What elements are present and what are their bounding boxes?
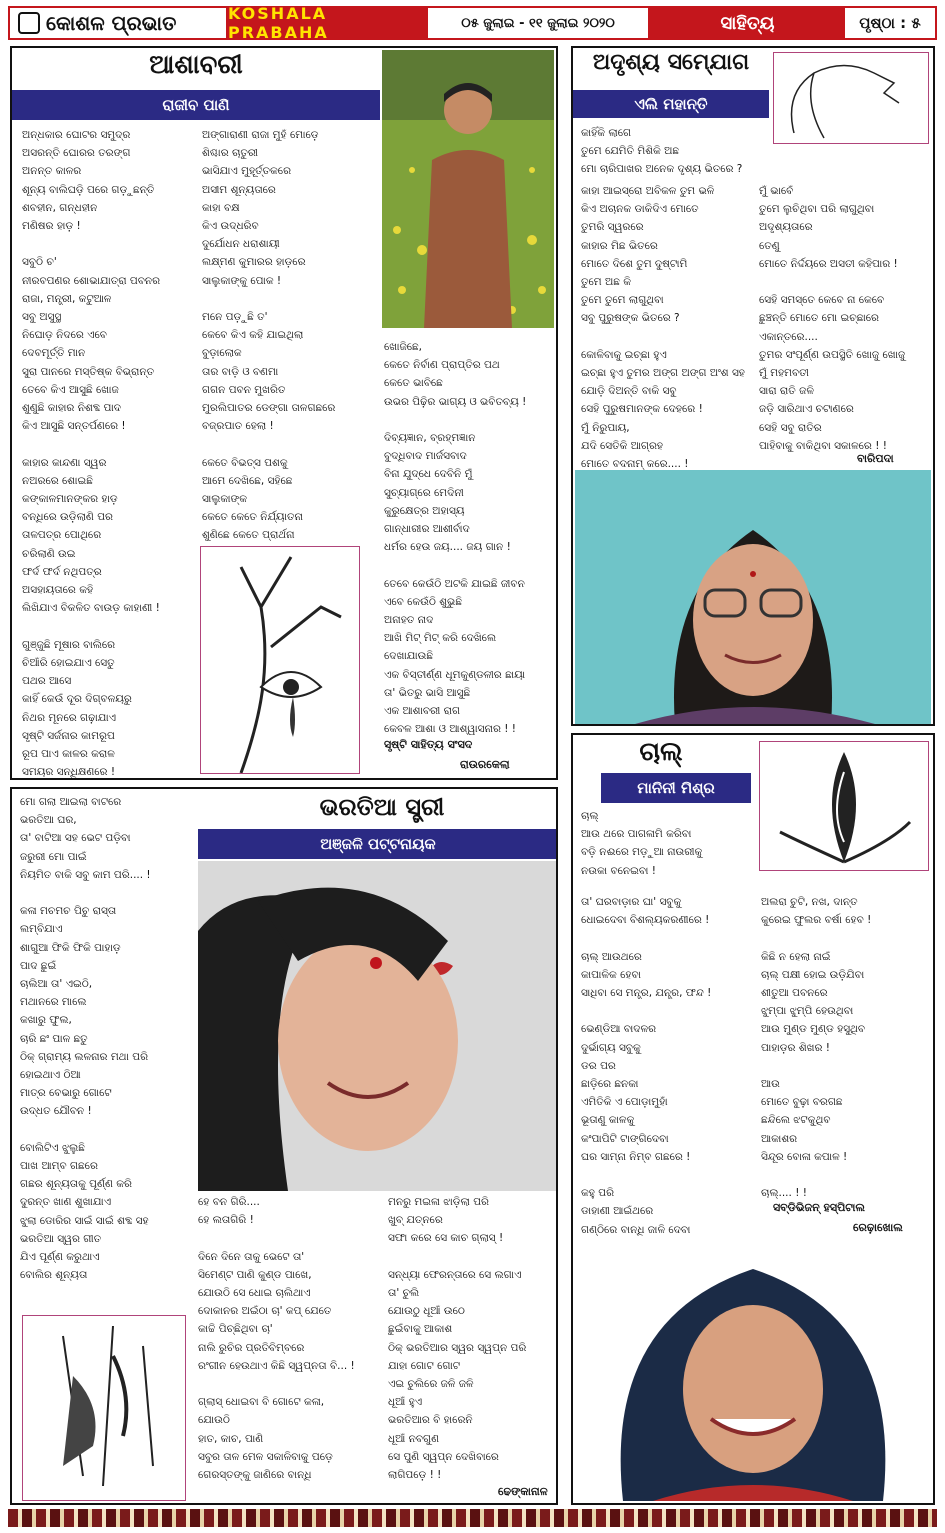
poem-author: ରାଜୀବ ପାଣି xyxy=(12,90,380,120)
flame-sketch-icon xyxy=(760,742,928,870)
poem-text-col1: କାହା ଆଇସ୍ରୋ ଅବିକଳ ତୁମ ଭଳି କିଏ ଅଚାନକ ଡାକିଦିଏ ମୋତେ ତୁମରି ସ୍ୱରରେ କାହାର ମିଛ ଭିତରେ ମୋତେ ଦିଶେ ତୁମ ଦୁଷ୍ଟାମି ତୁମେ ଅଛ କି ତୁମେ ତୁମେ ଲାଗୁଥିବା ସବୁ ପୁରୁଷଙ୍କ ଭିତରେ ? କୋଳିବାକୁ ଇଚ୍ଛା ହୁଏ ଇଚ୍ଛା ହୁଏ ତୁମର ଅଙ୍ଗ ଅଙ୍ଗ ଅଂଶ ସହ ଯୋଡ଼ି ଦିଅନ୍ତି ବାକି ସବୁ ସେହି ପୁରୁଷମାନଙ୍କ ଦେହରେ ! ମୁଁ ନିରୁପାୟ, ଯଦି ସେତିକି ଆଗ୍ରହ ମୋତେ ବଦନାମ୍ କରେ.... ! xyxy=(581,185,745,471)
logo xyxy=(10,8,228,38)
author-place-1: ସୃଷ୍ଟି ସାହିତ୍ୟ ସଂସଦ xyxy=(384,738,473,751)
author-photo xyxy=(382,50,554,328)
poem-text-col2: ହେ ବନ ଗିରି.... ହେ ଲତାଗିରି ! ଦିନେ ଦିନେ ତାକୁ ଭେଟେ ତା' ସିମେଣ୍ଟ ପାଣି କୁଣ୍ଡ ପାଖେ, ଯୋଉଠି ସେ ଧୋଇ ଚାଲିଥାଏ ଦୋକାନର ଅଇଁଠା ଚା' କପ୍ ଯେତେ କାଚ୍ଚି ପିଚ୍ଛିଥିବା ଚା' ନାଲି ରୁଚିର ପ୍ରତିବିମ୍ବରେ ରଂଗୀନ ହେଉଥାଏ କିଛି ସ୍ୱପ୍ନତା ବି... ! ଗ୍ଲାସ୍ ଧୋଇବା ବି ଗୋଟେ କଳା, ଯୋଉଠି ହାତ, କାଚ, ପାଣି ସବୁର ତାଳ ମେଳ ସକାଳିବାକୁ ପଡ଼େ ଗେରସ୍ତଙ୍କୁ ଜାଣିରେ ବାନ୍ଧି xyxy=(198,1196,355,1482)
poem-chal xyxy=(571,733,935,1505)
poem-intro: କାହିଁକି ଲାଗେ ତୁମେ ଯେମିତି ମିଶିକି ଅଛ ମୋ ଚାରିପାଖର ଅନେକ ଦୃଶ୍ୟ ଭିତରେ ? xyxy=(581,127,743,176)
author-photo-image xyxy=(198,861,558,1191)
author-photo xyxy=(593,1239,913,1501)
poem-title: ଚାଲ୍ xyxy=(639,737,683,767)
poem-title: ଭରତିଆ ସ୍ତ୍ରୀ xyxy=(319,793,445,821)
poem-text-col3: ମନରୁ ମଇଳା ଝାଡ଼ିଲା ପରି ଖୁବ୍ ଯତ୍ନରେ ସଫା କରେ ସେ କାଚ ଗ୍ଲାସ୍ ! ସନ୍ଧ୍ୟା ଫେରନ୍ତାରେ ସେ ଲଗାଏ ତା' ଚୁଲି ଯୋଉଠୁ ଧୂଆଁ ଉଠେ ଛୁଇଁବାକୁ ଆକାଶ ଠିକ୍ ଭରତିଆର ସ୍ୱର ସ୍ୱପ୍ନ ପରି ଯାହା ଗୋଟ ଗୋଟ ଏଇ ଚୁଲିରେ ଜଳି ଜଳି ଧୂଆଁ ହୁଏ ଭରତିଆର ବି ହାରେନି ଧୂଆଁ ନବଗୁଣ ସେ ପୁଣି ସ୍ୱପ୍ନ ଦେଖିବାରେ ଲାଗିପଡ଼େ ! ! xyxy=(388,1196,527,1482)
poem-intro: ଚାଲ୍ ଆଉ ଥରେ ପାଗଳାମି କରିବା ବଡ଼ି ନଈରେ ମଡ଼ୁଆ ନାଉରୀକୁ ନଉକା ବନେଇବା ! xyxy=(581,810,703,877)
author-photo-image xyxy=(382,50,554,328)
author-place-2: ରେଢ଼ାଖୋଲ xyxy=(853,1221,903,1234)
illustration-woman xyxy=(22,1315,186,1501)
poem-bharatia-stri xyxy=(10,787,558,1505)
author-place-2: ରାଉରକେଲା xyxy=(460,758,510,771)
footer-border xyxy=(8,1509,937,1527)
issue-date: ୦୫ ଜୁଲାଇ - ୧୧ ଜୁଲାଇ ୨୦୨୦ xyxy=(428,8,650,38)
poem-text-col2: ମୁଁ ଭାବେଁ ତୁମେ ଲୁଚିଥିବା ପରି ଲାଗୁଥିବା ଅଦୃଶ୍ୟତାରେ ତେଣୁ ମୋତେ ନିର୍ଦ୍ଦୟରେ ଅସତୀ କହିପାର ! ସେହି ସମସ୍ତେ କେବେ ନା କେବେ ଛୁଞ୍ଚନ୍ତି ମୋତେ ମୋ ଇଚ୍ଛାରେ ଏକାନ୍ତରେ.... ତୁମର ସଂପୂର୍ଣ୍ଣ ଉପସ୍ଥିତି ଖୋଜୁ ଖୋଜୁ ମୁଁ ମହମବତୀ ସାରା ରାତି ଜଳି ଜଡ଼ି ସାରିଥାଏ ଚଟାଣରେ ସେହି ସବୁ ରାତିର ପାହିବାକୁ ବାକିଥିବା ସକାଳରେ ! ! xyxy=(759,185,906,452)
author-photo-image xyxy=(575,470,931,724)
tree-eye-icon xyxy=(201,547,359,773)
brand-name: KOSHALA PRABAHA xyxy=(228,8,428,38)
author-place: ଢେଙ୍କାନାଳ xyxy=(498,1485,548,1498)
poem-title: ଆଶାବରୀ xyxy=(149,50,243,80)
face-sketch-icon xyxy=(774,53,928,143)
illustration-flame xyxy=(759,741,929,871)
poem-text-col1: ମୋ ଗଲା ଆଇଲା ବାଟରେ ଭରତିଆ ଘର, ତା' ବାଟିଆ ସହ ଭେଟ ପଡ଼ିବା ଜରୁରୀ ମୋ ପାଇଁ ନିୟମିତ ବାକି ସବୁ କାମ ପରି.... ! କଳା ମଚମଚ ପିଚୁ ରାସ୍ତା ଲମ୍ବିଯାଏ ଶାଗୁଆ ଫିକି ଫିକି ପାହାଡ଼ ପାଦ ଛୁଇଁ ଚାଲିଆ ତା' ଏଇଠି, ମଥାନରେ ମାଲେ କଖାରୁ ଫୁଲ, ଚାରି ଛଂ ପାଳ ଛତୁ ଠିକ୍ ଗ୍ରାମ୍ୟ ଲଳନାର ମଥା ପରି ହୋଇଥାଏ ଠିଆ ମାତ୍ର ବେଭାରୁ ଗୋଟେ ଉଦ୍ଧତ ଯୌବନ ! ବୋଲିଟିଏ ଝୁଲୁଛି ପାଖ ଆମ୍ବ ଗଛରେ ଗଛର ଶୂନ୍ୟତାକୁ ପୂର୍ଣ୍ଣ କରି ଦୁରନ୍ତ ଖାଣ ଶୁଖାଯାଏ ଝୁଲା ଡୋରିର ସାଇଁ ସାଇଁ ଶବ୍ଦ ସହ ଭରତିଆ ସ୍ୱର ଗୀତ ଯିଏ ପୂର୍ଣ୍ଣ କରୁଥାଏ ବୋଲିର ଶୂନ୍ୟତା xyxy=(20,796,151,1282)
poem-adrushya-samyoga xyxy=(571,46,935,726)
poem-author: ଅଞ୍ଜଳି ପଟ୍ଟନାୟକ xyxy=(198,829,558,859)
woman-sketch-icon xyxy=(23,1316,185,1500)
poem-ashabari xyxy=(10,46,558,780)
poem-title: ଅଦୃଶ୍ୟ ସମ୍ଯୋଗ xyxy=(592,50,750,75)
author-place: ବାରିପଦା xyxy=(857,452,894,465)
logo-text: କୋଶଳ ପ୍ରଭାତ xyxy=(46,11,177,35)
logo-icon xyxy=(18,12,40,34)
illustration-face xyxy=(773,52,929,144)
poem-text-col2: ଅଲରା ଚୁଟି, ନଖ, ଦାନ୍ତ କୁରେଇ ଫୁଲର ବର୍ଷା ହେବ ! କିଛି ନ ହେଲା ନାଇଁ ଚାଲ୍ ପକ୍ଷୀ ହୋଇ ଉଡ଼ିଯିବା ଶୀତୁଆ ପବନରେ ଝୁମ୍ପା ଝୁମ୍ପି ହେଉଥିବା ଆଉ ମୁଣ୍ଡ ମୁଣ୍ଡ ହସୁଥିବ ପାହାଡ଼ର ଶିଖର ! ଆଉ ମୋତେ ବୁଢ଼ା ବରଗଛ ଛନ୍ଦିଲେ ଝଟକୁଥିବ ଆକାଶର ସିନ୍ଦୂର ବୋଳା କପାଳ ! ଚାଲ୍.... ! ! xyxy=(761,896,872,1200)
poem-author: ଏଲି ମହାନ୍ତି xyxy=(573,90,769,118)
illustration-tree-eye xyxy=(200,546,360,774)
poem-text-col1: ତା' ଘରବାଡ଼ାର ଘା' ସବୁକୁ ଧୋଇଦେବା ବିଶଲ୍ୟକରଣୀରେ ! ଚାଲ୍ ଆଉଥରେ କାପାଳିକ ହେବା ସାଧିବା ସେ ମନ୍ତ୍ର, ଯନ୍ତ୍ର, ଫନ୍ଦ ! ଭେଣ୍ଡିଆ ବାଦଳର ଦୁର୍ଭାଗ୍ୟ ସବୁକୁ ଡର ପର ଛାଡ଼ିରେ ଛନକା ଏମିତିକି ଏ ପୋଡ଼ାମୁହାଁ ଭୂତାଣୁ କାଳକୁ କଂପାପିଟି ଟାଙ୍ଗିଦେବା ଘର ସାମ୍ନା ନିମ୍ବ ଗଛରେ ! କହୁ ପରି ଡାହାଣୀ ଆଇଁଥରେ ଗଣ୍ଠିରେ ବାନ୍ଧି ଜାଳି ଦେବା xyxy=(581,896,712,1236)
section-name: ସାହିତ୍ୟ xyxy=(650,8,845,38)
masthead xyxy=(8,6,937,40)
poem-text-col3: ଖୋଜିଛେ, କେତେ ନିର୍ବାଣ ପ୍ରାପ୍ତିର ପଥ କେତେ ଭାବିଛେ ଉଭର ପିଢ଼ିର ଭାଗ୍ୟ ଓ ଭବିତବ୍ୟ ! ଦିବ୍ୟଜ୍ଞାନ, ବ୍ରହ୍ମଜ୍ଞାନ ବୁଦ୍ଧିବାଦ ମାର୍ଜସବାଦ ବିନା ଯୁଦ୍ଧେ ଦେବିନି ମୁଁ ସୁଚ୍ୟାଗ୍ରେ ମେଦିନୀ କୁରୁକ୍ଷେତ୍ର ଅହାସ୍ୟ ଗାନ୍ଧାରୀର ଆଶୀର୍ବାଦ ଧର୍ମର ହେଉ ଜୟ.... ଜୟ ଗାନ ! ତେବେ କେଉଁଠି ଅଟକି ଯାଇଛି ଜୀବନ ଏବେ କେଉଁଠି ଶୁଭୁଛି ଅନାହତ ନାଦ ଆଖି ମିଟ୍ ମିଟ୍ କରି ଦେଖିଲେ ଦେଖାଯାଉଛି ଏକ ବିସ୍ତୀର୍ଣ୍ଣ ଧୂମକୁଣ୍ଡଳୀର ଛାୟା ତା' ଭିତରୁ ଭାସି ଆସୁଛି ଏକ ଆଶାବରୀ ରାଗ କେବଳ ଆଶା ଓ ଆଶ୍ୱାସନାର ! ! xyxy=(384,341,527,736)
poem-text-col2: ଅଙ୍ଗାରାଣୀ ରାଜା ମୁହଁ ମୋଡ଼େ ଶିଶ୍ଚାର ଚାତୁରୀ ଭାସିଯାଏ ମୁହୂର୍ତ୍ତକରେ ଅସୀମ ଶୂନ୍ୟତାରେ କାହା ବକ୍ଷ କିଏ ଉଦ୍ଧରିବ ଦୁର୍ଯୋଧନ ଧରାଶାୟୀ ଲକ୍ଷ୍ମଣ କୁମାରର ହାଡ଼ରେ ସାଲୁକାଙ୍କୁ ପୋକ ! ମନେ ପଡ଼ୁଛି ତ' କେବେ କିଏ କହି ଯାଇଥିଲା ବୁଡ଼ାଲୋକ ତାର ବାଡ଼ି ଓ ବଣମା ଗଗନ ପବନ ମୁଖରିତ ମୁରଲିପାତର ଡେଙ୍ଗା ତାଳଗଛରେ ବଜ୍ରପାତ ହେଲା ! କେତେ ବିଭତ୍ସ ପଶକୁ ଆମେ ଦେଖିଛେ, ସହିଛେ ସାଲୁକାଙ୍କ କେତେ କେତେ ନିର୍ଯ୍ୟାତନା ଶୁଣିଛେ କେତେ ପ୍ରାର୍ଥନା xyxy=(202,129,336,542)
poem-author: ମାନିନୀ ମିଶ୍ର xyxy=(601,773,751,803)
author-photo xyxy=(198,861,558,1191)
author-photo xyxy=(575,470,931,724)
poem-text-col1: ଅନ୍ଧକାର ଘୋଟର ସମୁଦ୍ର ଅସରନ୍ତି ଘୋରର ତରଙ୍ଗ ଅନନ୍ତ କାଳର ଶୂନ୍ୟ ବାଲିଘଡ଼ି ପରେ ଗଡ଼ୁଛନ୍ତି ଶବହୀନ, ଗନ୍ଧହୀନ ମଣିଷର ହାଡ଼ ! ସବୁଠି ଚ' ନୀରବପଣର ଶୋଭାଯାତ୍ରା ପବନର ରାଜା, ମନ୍ତ୍ରୀ, କଟୁଆଳ ସବୁ ଅସୁସ୍ଥ ନିଘୋଡ଼ ନିଦରେ ଏବେ ଦେବମୂର୍ତ୍ତି ମାନ ସୁରା ପାନରେ ମସ୍ତିଷ୍କ ବିଭ୍ରାନ୍ତ ତେବେ କିଏ ଆସୁଛି ଖୋଜ ଶୁଣୁଛି କାହାର ନିଶବ୍ଦ ପାଦ କିଏ ଆସୁଛି ସନ୍ତର୍ପଣରେ ! କାହାର କାନ୍ଦଣା ସ୍ୱର ନଅରରେ ଶୋଇଛି କଙ୍କାଳମାନଙ୍କର ହାଡ଼ ବନ୍ଧିରେ ଉଡ଼ିଲାଣି ପର ତାଳପତ୍ର ପୋଥିରେ ଚରିଲାଣି ଉଇ ଫର୍ଦ ଫର୍ଦ ନଥିପତ୍ର ଅସହାୟତାରେ କହି ଲିଖିଯାଏ ବିକଳିତ ବାଉଡ଼ କାହାଣୀ ! ଗୁଞ୍ଜୁଛି ମୂଷାର ବାଲିରେ ଚିଆଁରି ହୋଇଯାଏ ସେତୁ ପଥର ଆସେ କାହିଁ କେଉଁ ଦୂର ଦିଗ୍‌ବଳୟରୁ ନିଥର ମୂନରେ ଗଢ଼ାଯାଏ ସୃଷ୍ଟି ସର୍ଜନାର କାମରୂପ ରୂପ ପାଏ କାଳର କରାଳ ସମୟର ସନ୍ଧିକ୍ଷଣରେ ! xyxy=(22,129,161,779)
page-number: ପୃଷ୍ଠା : ୫ xyxy=(845,8,935,38)
author-photo-image xyxy=(593,1239,913,1501)
author-place-1: ସବ୍‌ଡିଭିଜନ୍ ହସ୍‌ପିଟାଲ xyxy=(773,1201,866,1214)
